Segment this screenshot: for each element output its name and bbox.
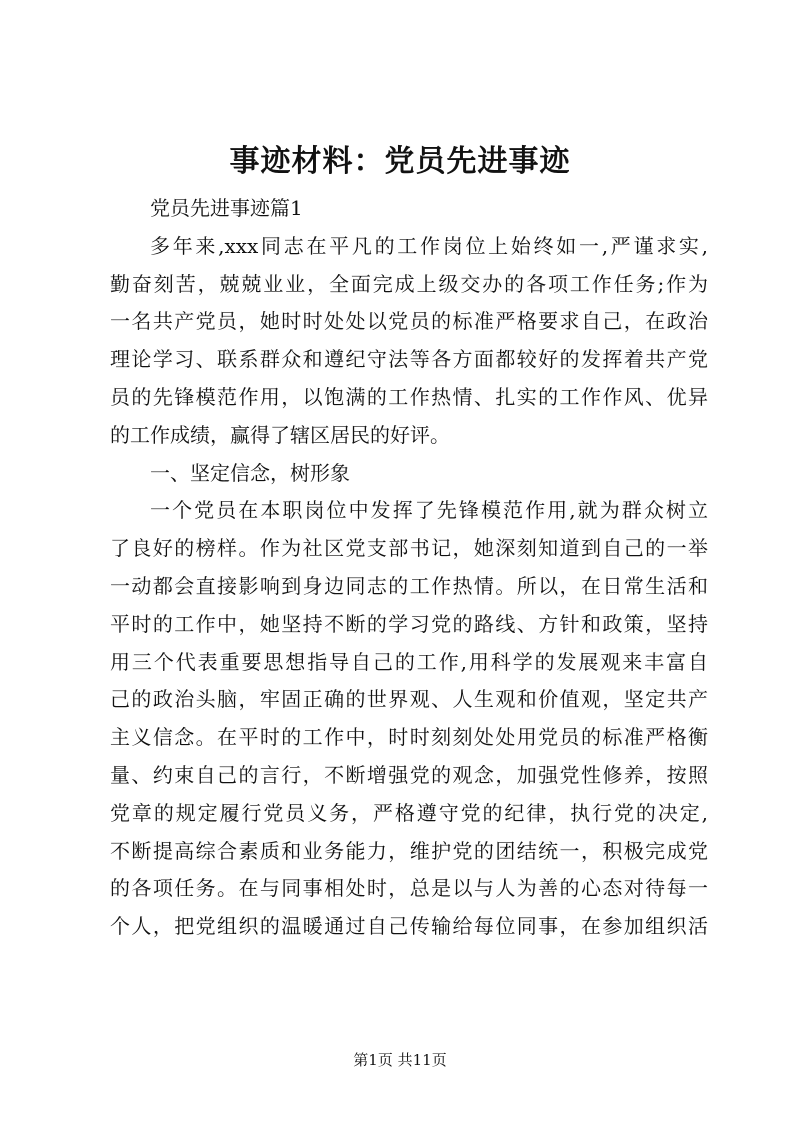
paragraph-line: 一名共产党员，她时时处处以党员的标准严格要求自己，在政治 xyxy=(110,309,708,334)
document-body xyxy=(110,190,708,946)
section-heading: 一、坚定信念，树形象 xyxy=(150,460,350,485)
paragraph-line: 个人，把党组织的温暖通过自己传输给每位同事，在参加组织活 xyxy=(110,914,708,939)
paragraph-line: 己的政治头脑，牢固正确的世界观、人生观和价值观，坚定共产 xyxy=(110,687,708,712)
paragraph-line: 量、约束自己的言行，不断增强党的观念，加强党性修养，按照 xyxy=(110,762,708,787)
paragraph-line: 勤奋刻苦，兢兢业业，全面完成上级交办的各项工作任务;作为 xyxy=(110,271,708,296)
paragraph-line: 一动都会直接影响到身边同志的工作热情。所以，在日常生活和 xyxy=(110,573,708,598)
section-heading: 党员先进事迹篇1 xyxy=(150,196,303,220)
paragraph-line: 理论学习、联系群众和遵纪守法等各方面都较好的发挥着共产党 xyxy=(110,347,708,372)
paragraph-line: 主义信念。在平时的工作中，时时刻刻处处用党员的标准严格衡 xyxy=(110,725,708,750)
paragraph-line: 了良好的榜样。作为社区党支部书记，她深刻知道到自己的一举 xyxy=(110,536,708,561)
paragraph-line: 员的先锋模范作用，以饱满的工作热情、扎实的工作作风、优异 xyxy=(110,384,708,409)
document-title: 事迹材料：党员先进事迹 xyxy=(229,144,571,179)
paragraph-line: 平时的工作中，她坚持不断的学习党的路线、方针和政策，坚持 xyxy=(110,611,708,636)
paragraph-line: 用三个代表重要思想指导自己的工作,用科学的发展观来丰富自 xyxy=(110,649,708,674)
paragraph-line: 不断提高综合素质和业务能力，维护党的团结统一，积极完成党 xyxy=(110,838,708,863)
page-footer: 第1页 共11页 xyxy=(353,1051,447,1069)
paragraph-line: 党章的规定履行党员义务，严格遵守党的纪律，执行党的决定, xyxy=(110,800,708,825)
paragraph-line: 的各项任务。在与同事相处时，总是以与人为善的心态对待每一 xyxy=(110,876,708,901)
paragraph-line: 的工作成绩，赢得了辖区居民的好评。 xyxy=(110,422,450,447)
paragraph-line: 多年来,xxx同志在平凡的工作岗位上始终如一,严谨求实, xyxy=(150,233,708,258)
paragraph-line: 一个党员在本职岗位中发挥了先锋模范作用,就为群众树立 xyxy=(150,498,708,523)
